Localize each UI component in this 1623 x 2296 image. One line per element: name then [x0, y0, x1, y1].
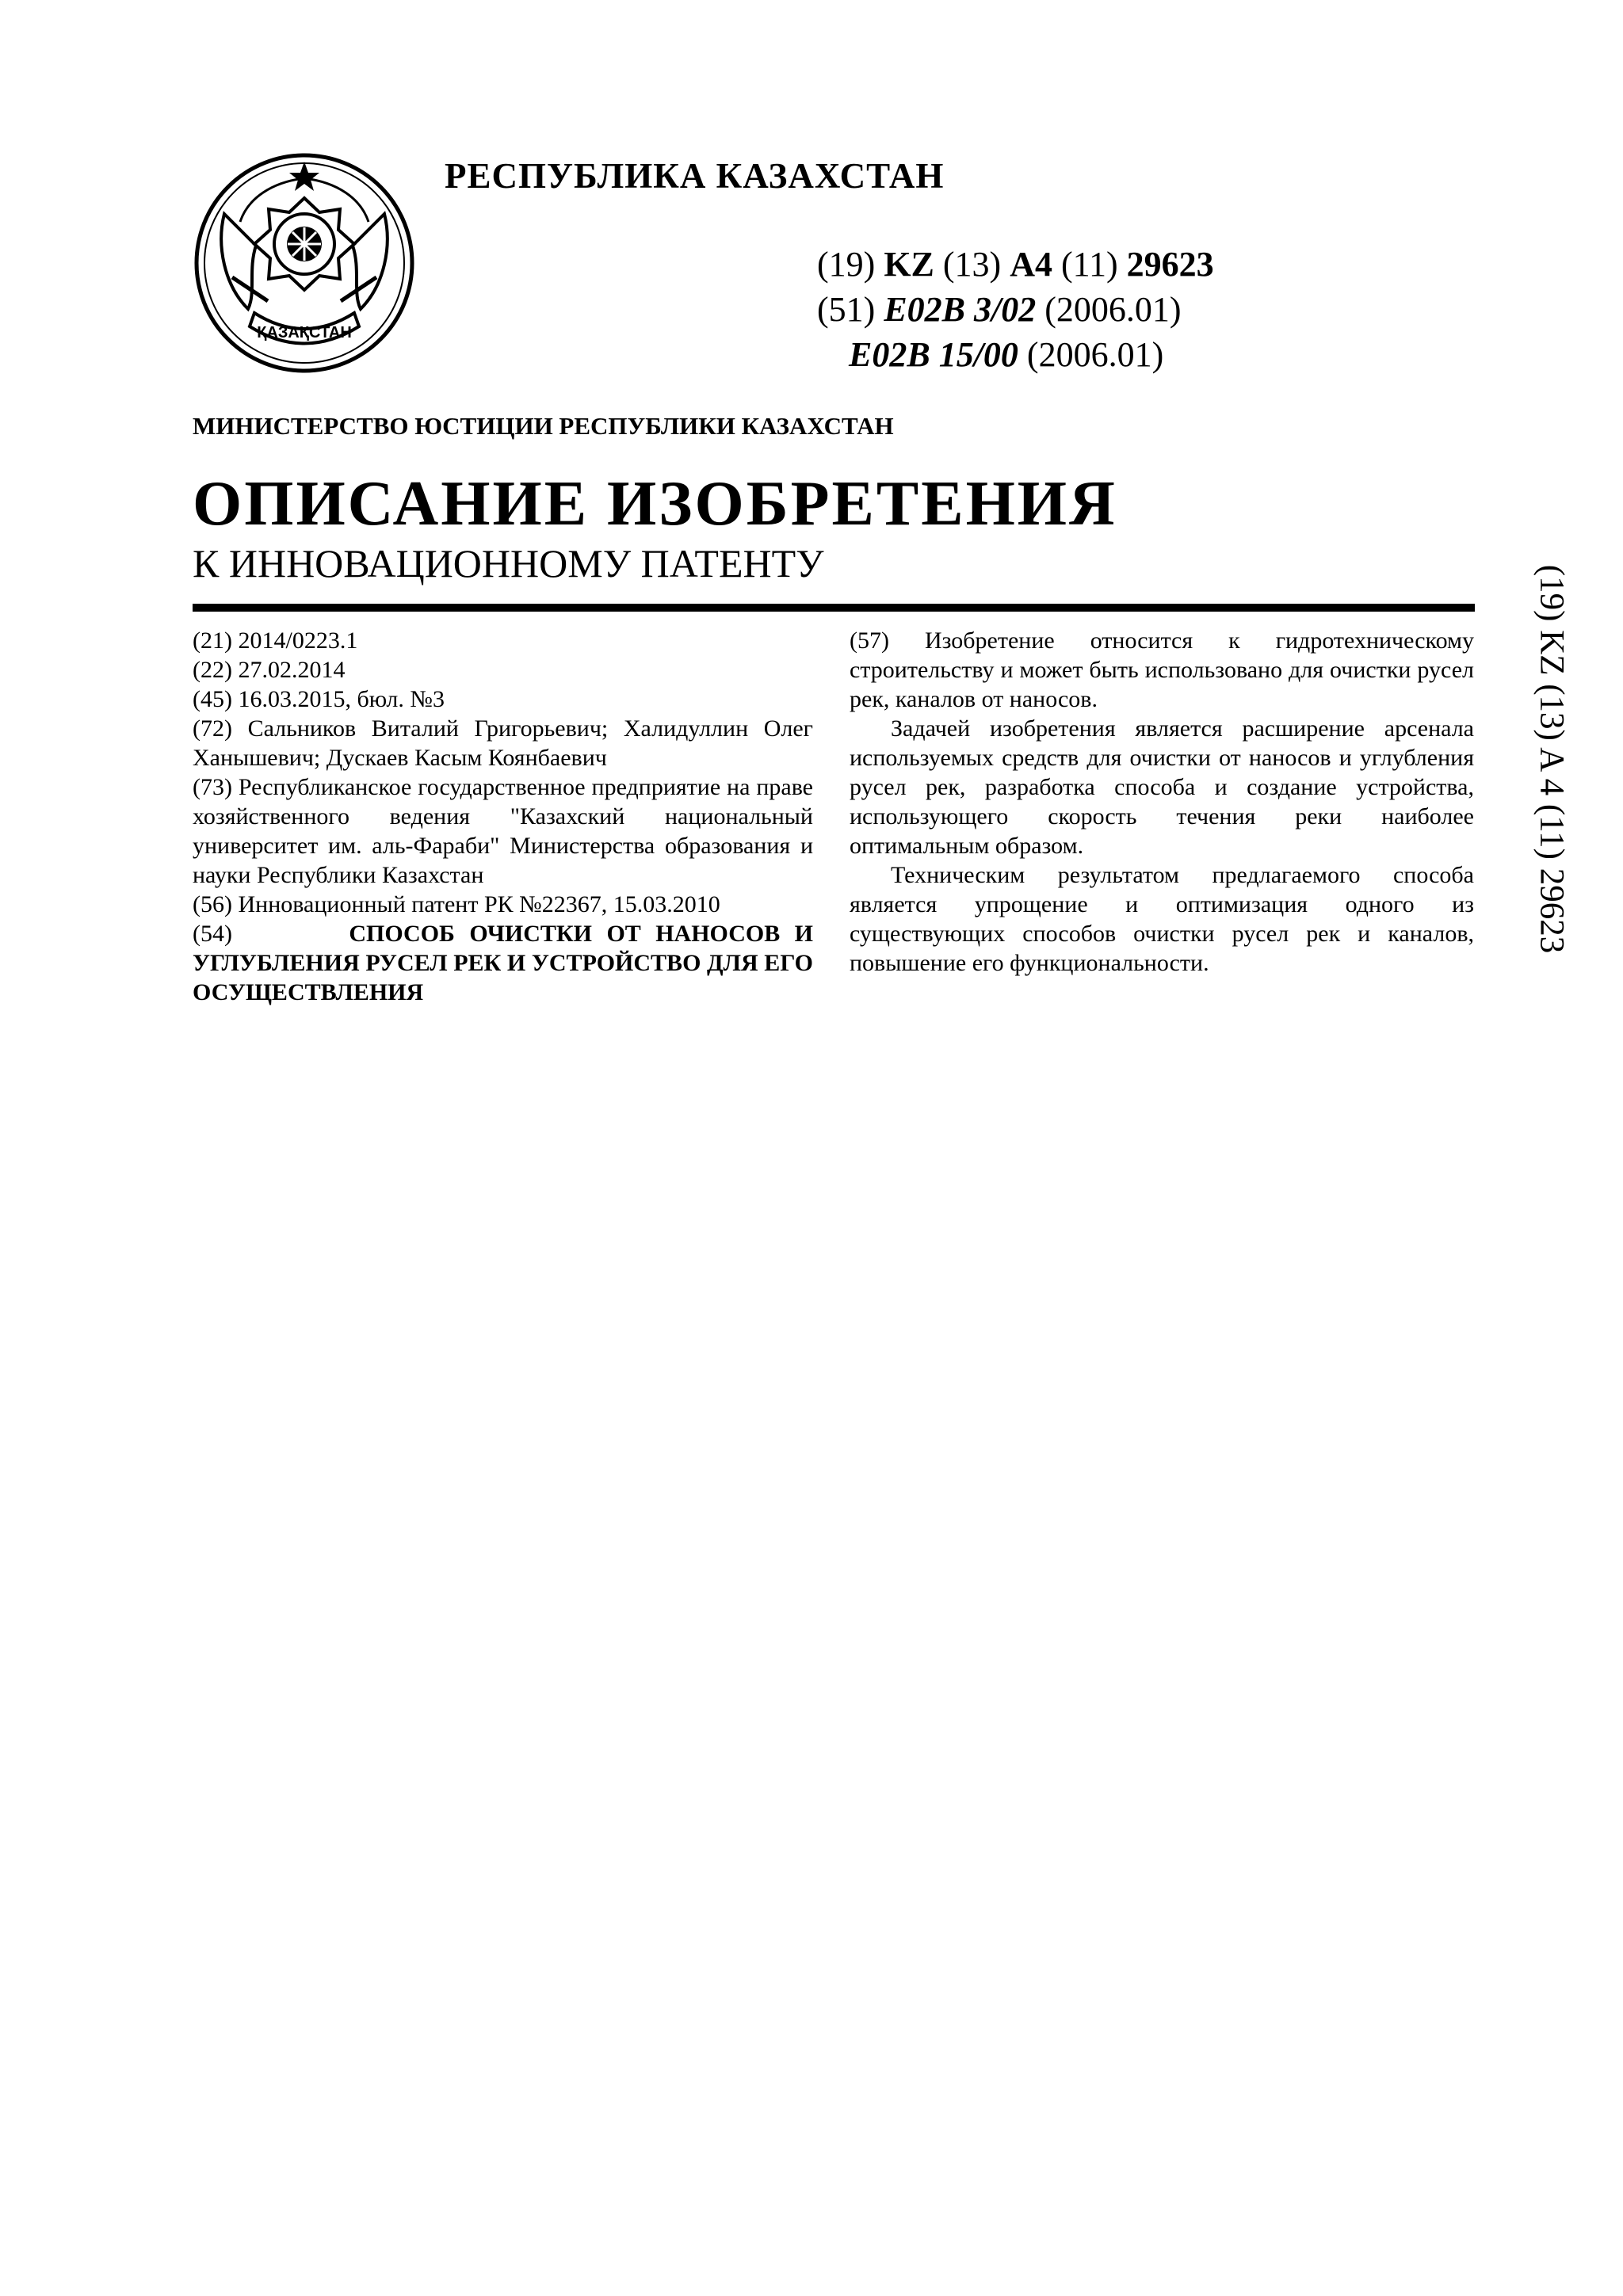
ipc-class-2: E02B 15/00 [849, 335, 1018, 374]
field-72-inventors: (72) Сальников Виталий Григорьевич; Халидуллин Олег Ханышевич; Дускаев Касым Коянбаевич [193, 715, 813, 771]
page-subtitle: К ИННОВАЦИОННОМУ ПАТЕНТУ [193, 541, 824, 585]
field-56-prior-art: (56) Инновационный патент РК №22367, 15.03.2010 [193, 891, 720, 917]
vertical-patent-id-text: (19) KZ (13) A 4 (11) 29623 [1533, 564, 1570, 953]
abstract-paragraph-3: Техническим результатом предлагаемого способа является упрощение и оптимизация одного из существующих способов очистки русел рек и каналов, повышение его функциональности. [850, 862, 1474, 976]
code-19: (19) [817, 245, 876, 284]
patent-number: 29623 [1126, 245, 1214, 284]
country-name: РЕСПУБЛИКА КАЗАХСТАН [445, 156, 945, 196]
country-code: KZ [884, 245, 934, 284]
field-22-filing-date: (22) 27.02.2014 [193, 657, 346, 683]
abstract-column [850, 626, 1474, 978]
document-kind: A4 [1010, 245, 1052, 284]
header-divider [193, 604, 1475, 612]
invention-title: СПОСОБ ОЧИСТКИ ОТ НАНОСОВ И УГЛУБЛЕНИЯ РУСЕЛ РЕК И УСТРОЙСТВО ДЛЯ ЕГО ОСУЩЕСТВЛЕНИЯ [193, 921, 814, 1005]
vertical-patent-id [1533, 388, 1569, 1129]
svg-text:ҚАЗАҚСТАН: ҚАЗАҚСТАН [257, 324, 352, 341]
code-11: (11) [1060, 245, 1118, 284]
ipc-row-1 [817, 287, 1214, 332]
ministry-name: МИНИСТЕРСТВО ЮСТИЦИИ РЕСПУБЛИКИ КАЗАХСТАН [193, 412, 894, 440]
ipc-version-2: (2006.01) [1026, 335, 1164, 374]
ipc-class-1: E02B 3/02 [884, 290, 1037, 329]
code-13: (13) [942, 245, 1002, 284]
field-21-application-number: (21) 2014/0223.1 [193, 627, 358, 654]
patent-codes [817, 242, 1214, 377]
field-54-title [193, 919, 813, 1007]
field-45-publication-date: (45) 16.03.2015, бюл. №3 [193, 686, 445, 712]
page-title: ОПИСАНИЕ ИЗОБРЕТЕНИЯ [193, 469, 1117, 539]
abstract-paragraph-1: (57) Изобретение относится к гидротехническому строительству и может быть использовано для очистки русел рек, каналов от наносов. [850, 627, 1474, 712]
publication-codes-row [817, 242, 1214, 287]
state-emblem-icon [193, 151, 416, 376]
bibliographic-column [193, 626, 813, 1007]
field-54-code: (54) [193, 921, 232, 947]
abstract-paragraph-2: Задачей изобретения является расширение арсенала используемых средств для очистки от наносов и углубления русел рек, разработка способа и создание устройства, использующего скорость течения реки наиболее оптимальным образом. [850, 715, 1474, 859]
code-51: (51) [817, 290, 876, 329]
ipc-version-1: (2006.01) [1044, 290, 1182, 329]
ipc-row-2 [817, 332, 1214, 377]
field-73-owner: (73) Республиканское государственное предприятие на праве хозяйственного ведения "Казахский национальный университет им. аль-Фараби" Министерства образования и науки Республики Казахстан [193, 774, 813, 888]
